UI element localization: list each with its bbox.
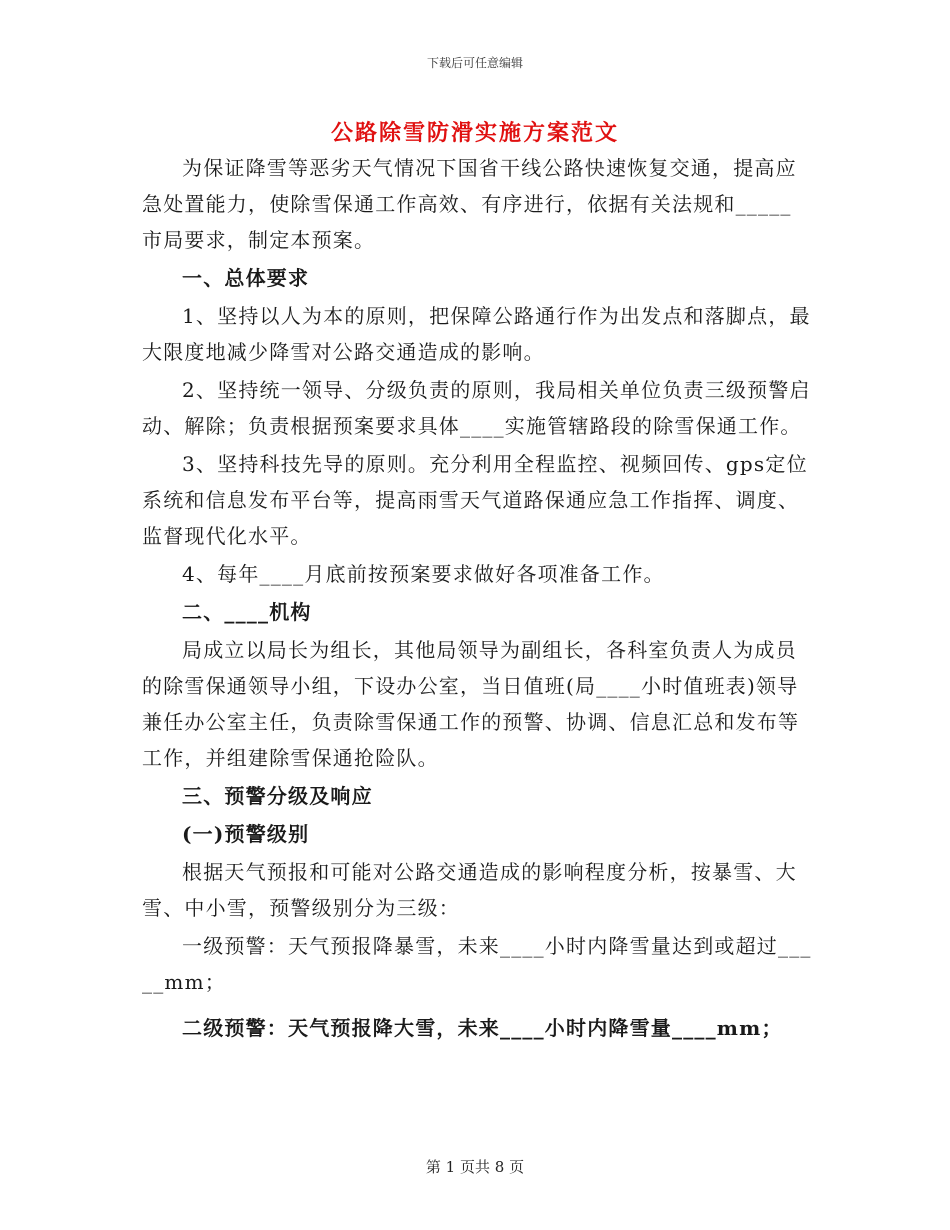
paragraph-item-4: 4、每年____月底前按预案要求做好各项准备工作。	[182, 562, 665, 586]
page-footer: 第 1 页共 8 页	[425, 1158, 525, 1176]
section-heading-general: 一、总体要求	[182, 266, 310, 290]
section-heading-organization: 二、____机构	[182, 600, 312, 624]
paragraph-item-1: 1、坚持以人为本的原则，把保障公路通行作为出发点和落脚点，最大限度地减少降雪对公路交通造成的影响。	[142, 304, 811, 364]
document-title: 公路除雪防滑实施方案范文	[330, 120, 619, 146]
paragraph-level-1: 一级预警：天气预报降暴雪，未来____小时内降雪量达到或超过_____mm；	[142, 934, 812, 994]
header-note: 下载后可任意编辑	[426, 56, 523, 70]
document-body	[142, 150, 812, 1048]
paragraph-organization: 局成立以局长为组长，其他局领导为副组长，各科室负责人为成员的除雪保通领导小组，下设办公室，当日值班(局____小时值班表)领导兼任办公室主任，负责除雪保通工作的预警、协调、信息汇总和发布等工作，并组建除雪保通抢险队。	[142, 638, 800, 770]
intro-paragraph: 为保证降雪等恶劣天气情况下国省干线公路快速恢复交通，提高应急处置能力，使除雪保通工作高效、有序进行，依据有关法规和_____市局要求，制定本预案。	[142, 156, 797, 252]
paragraph-item-2: 2、坚持统一领导、分级负责的原则，我局相关单位负责三级预警启动、解除；负责根据预案要求具体____实施管辖路段的除雪保通工作。	[142, 378, 811, 438]
paragraph-item-3: 3、坚持科技先导的原则。充分利用全程监控、视频回传、gps定位系统和信息发布平台等，提高雨雪天气道路保通应急工作指挥、调度、监督现代化水平。	[142, 452, 808, 548]
paragraph-level-2: 二级预警：天气预报降大雪，未来____小时内降雪量____mm；	[182, 1016, 783, 1040]
paragraph-warning-basis: 根据天气预报和可能对公路交通造成的影响程度分析，按暴雪、大雪、中小雪，预警级别分为三级：	[142, 860, 797, 920]
section-heading-warning: 三、预警分级及响应	[182, 784, 373, 808]
subheading-warning-levels: (一)预警级别	[182, 822, 310, 846]
